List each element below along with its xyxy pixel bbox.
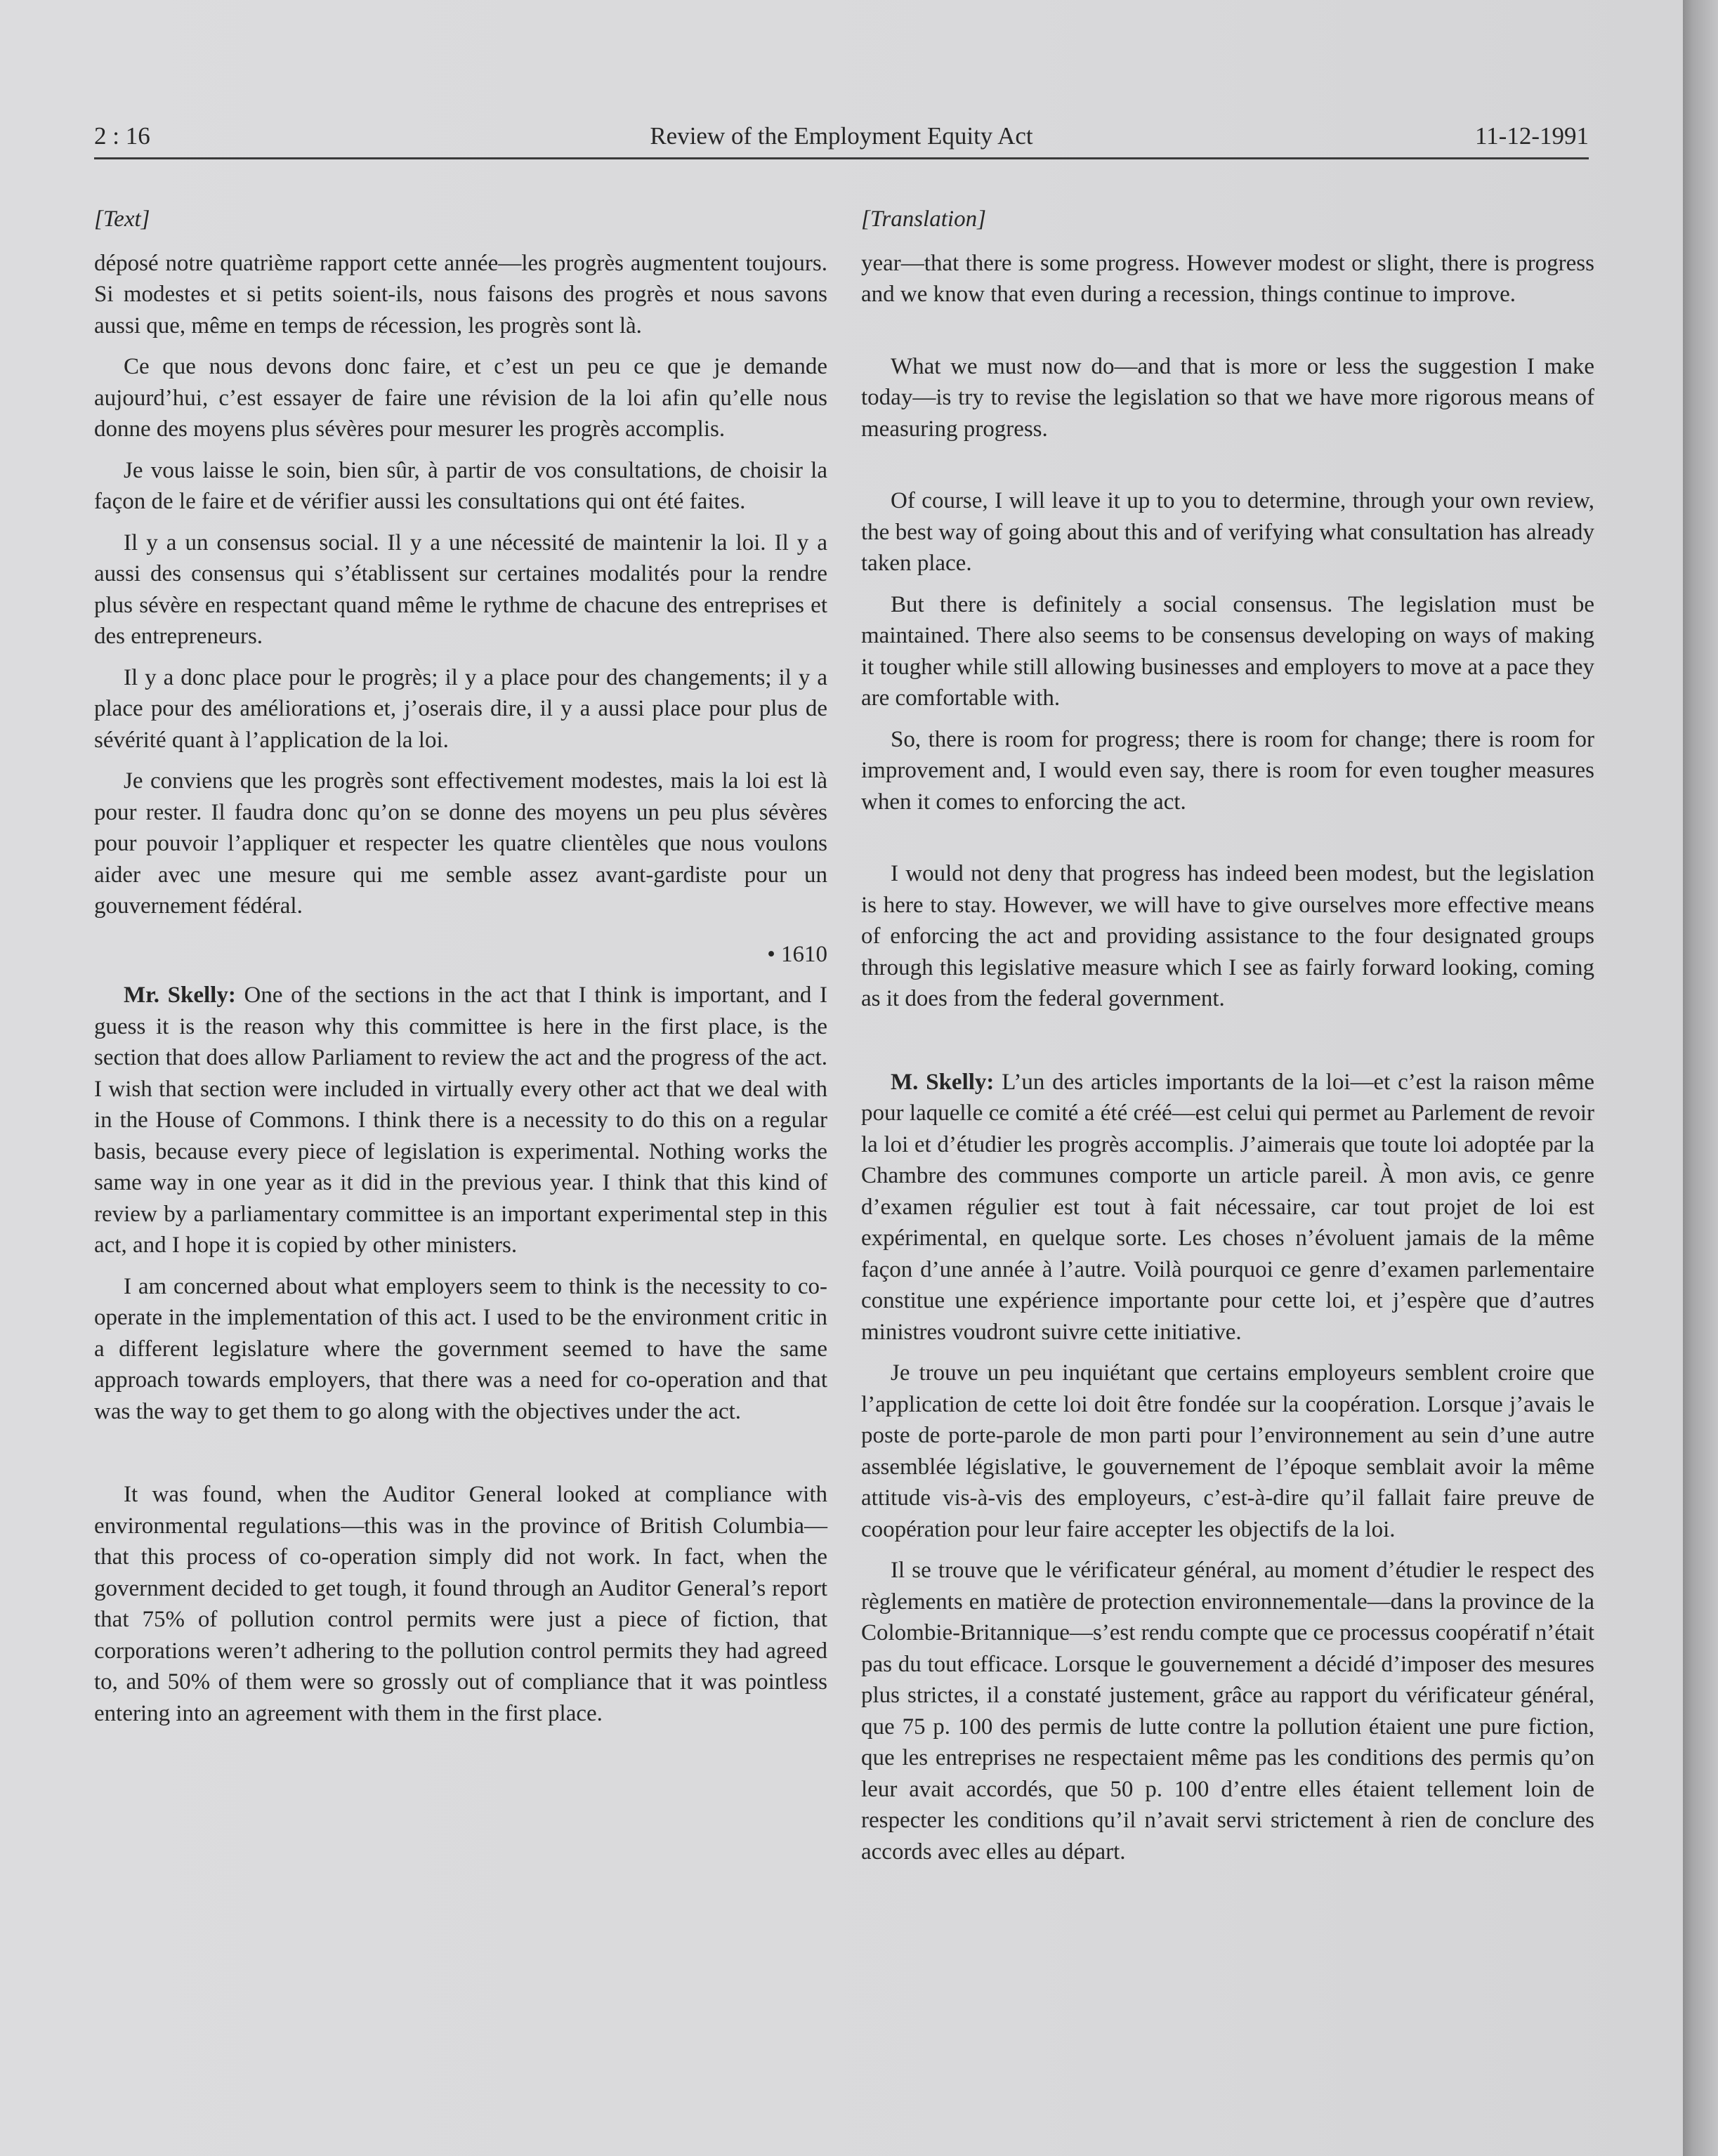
spacer bbox=[94, 1437, 827, 1479]
running-header bbox=[94, 119, 1589, 159]
paragraph-text: L’un des articles importants de la loi—et c’est la raison même pour laquelle ce comité a été créé—est celui qui permet au Parlement de revoir la loi et d’étudier les progrès accomplis. J’aimerais que toute loi adoptée par la Chambre des communes comporte un article pareil. À mon avis, ce genre d’examen régulier est tout à fait nécessaire, car tout projet de loi est expérimental, en quelque sorte. Les choses n’évoluent jamais de la même façon d’une année à l’autre. Voilà pourquoi ce genre d’examen parlementaire constitue une expérience importante pour cette loi, et j’espère que d’autres ministres voudront suivre cette initiative. bbox=[861, 1069, 1595, 1345]
paragraph: So, there is room for progress; there is room for change; there is room for improvement and, I would even say, there is room for even tougher measures when it comes to enforcing the act. bbox=[861, 726, 1594, 815]
page-edge bbox=[1683, 0, 1718, 2156]
column-label: [Translation] bbox=[861, 206, 986, 232]
speaker-name: M. Skelly: bbox=[891, 1069, 995, 1095]
column-label: [Text] bbox=[94, 206, 150, 232]
paragraph: It was found, when the Auditor General looked at compliance with environmental regulations—this was in the province of British Columbia—that this process of co-operation simply did not work. In fact, when the government decided to get tough, it found through an Auditor General’s report that 75% of pollution control permits were just a piece of fiction, that corporations weren’t adhering to the pollution control permits they had agreed to, and 50% of them were so grossly out of compliance that it was pointless entering into an agreement with them in the first place. bbox=[94, 1482, 827, 1726]
paragraph: I would not deny that progress has indeed been modest, but the legislation is here to stay. However, we will have to give ourselves more effective means of enforcing the act and providing assistance to the four designated groups through this legislative measure which I see as fairly forward looking, coming as it does from the federal government. bbox=[861, 861, 1594, 1011]
header-rule bbox=[94, 157, 1589, 159]
speaker-paragraph bbox=[94, 980, 827, 1261]
paragraph: Je vous laisse le soin, bien sûr, à partir de vos consultations, de choisir la façon de le faire et de vérifier aussi les consultations qui ont été faites. bbox=[94, 457, 827, 514]
paragraph: What we must now do—and that is more or less the suggestion I make today—is try to revise the legislation so that we have more rigorous means of measuring progress. bbox=[861, 353, 1594, 442]
paragraph: Il y a un consensus social. Il y a une nécessité de maintenir la loi. Il y a aussi des consensus qui s’établissent sur certaines modalités pour la rendre plus sévère en respectant quand même le rythme de chacune des entreprises et des entrepreneurs. bbox=[94, 530, 827, 649]
paragraph: But there is definitely a social consensus. The legislation must be maintained. There also seems to be consensus developing on ways of making it tougher while still allowing businesses and employers to move at a pace they are comfortable with. bbox=[861, 591, 1594, 711]
document-date: 11-12-1991 bbox=[1474, 122, 1589, 150]
left-column bbox=[94, 204, 827, 1739]
speaker-name: Mr. Skelly: bbox=[124, 982, 236, 1008]
page-number: 2 : 16 bbox=[94, 122, 150, 150]
document-title: Review of the Employment Equity Act bbox=[650, 122, 1033, 150]
paragraph: Of course, I will leave it up to you to determine, through your own review, the best way of going about this and of verifying what consultation has already taken place. bbox=[861, 488, 1594, 576]
paragraph: Il y a donc place pour le progrès; il y a place pour des changements; il y a place pour des améliorations et, j’oserais dire, il y a aussi place pour plus de sévérité quant à l’application de la loi. bbox=[94, 664, 827, 753]
right-column bbox=[861, 204, 1594, 1877]
paragraph: year—that there is some progress. However modest or slight, there is progress and we know that even during a recession, things continue to improve. bbox=[861, 250, 1594, 307]
paragraph-text: One of the sections in the act that I think is important, and I guess it is the reason why this committee is here in the first place, is the section that does allow Parliament to review the act and the progress of the act. I wish that section were included in virtually every other act that we deal with in the House of Commons. I think there is a necessity to do this on a regular basis, because every piece of legislation is experimental. Nothing works the same way in one year as it did in the previous year. I think that this kind of review by a parliamentary committee is an important experimental step in this act, and I hope it is copied by other ministers. bbox=[94, 982, 827, 1258]
paragraph: Ce que nous devons donc faire, et c’est un peu ce que je demande aujourd’hui, c’est essayer de faire une révision de la loi afin qu’elle nous donne des moyens plus sévères pour mesurer les progrès accomplis. bbox=[94, 354, 827, 442]
spacer bbox=[861, 454, 1594, 485]
time-stamp: • 1610 bbox=[767, 941, 827, 967]
speaker-paragraph bbox=[861, 1067, 1594, 1348]
spacer bbox=[861, 827, 1594, 858]
paragraph: Il se trouve que le vérificateur général, au moment d’étudier le respect des règlements en matière de protection environnementale—dans la province de la Colombie-Britannique—s’est rendu compte que ce processus coopératif n’était pas du tout efficace. Lorsque le gouvernement a décidé d’imposer des mesures plus strictes, il a constaté justement, grâce au rapport du vérificateur général, que 75 p. 100 des permis de lutte contre la pollution étaient une pure fiction, que les entreprises ne respectaient même pas les conditions des permis qu’on leur avait accordés, que 50 p. 100 d’entre elles étaient tellement loin de respecter les conditions qu’il n’avait servi strictement à rien de conclure des accords avec elles au départ. bbox=[861, 1558, 1594, 1865]
paragraph: déposé notre quatrième rapport cette année—les progrès augmentent toujours. Si modestes et si petits soient-ils, nous faisons des progrès et nous savons aussi que, même en temps de récession, les progrès sont là. bbox=[94, 250, 827, 338]
spacer bbox=[861, 320, 1594, 351]
paragraph: I am concerned about what employers seem to think is the necessity to co-operate in the implementation of this act. I used to be the environment critic in a different legislature where the government seemed to have the same approach towards employers, that there was a need for co-operation and that was the way to get them to go along with the objectives under the act. bbox=[94, 1273, 827, 1424]
paragraph: Je conviens que les progrès sont effectivement modestes, mais la loi est là pour rester. Il faudra donc qu’on se donne des moyens un peu plus sévères pour pouvoir l’appliquer et respecter les quatre clientèles que nous voulons aider avec une mesure qui me semble assez avant-gardiste pour un gouvernement fédéral. bbox=[94, 768, 827, 919]
paragraph: Je trouve un peu inquiétant que certains employeurs semblent croire que l’application de cette loi doit être fondée sur la coopération. Lorsque j’avais le poste de porte-parole de mon parti pour l’environnement au sein d’une autre assemblée législative, le gouvernement de l’époque semblait avoir la même attitude vis-à-vis des employeurs, c’est-à-dire qu’il fallait faire preuve de coopération pour leur faire accepter les objectifs de la loi. bbox=[861, 1360, 1594, 1542]
spacer bbox=[861, 1025, 1594, 1067]
